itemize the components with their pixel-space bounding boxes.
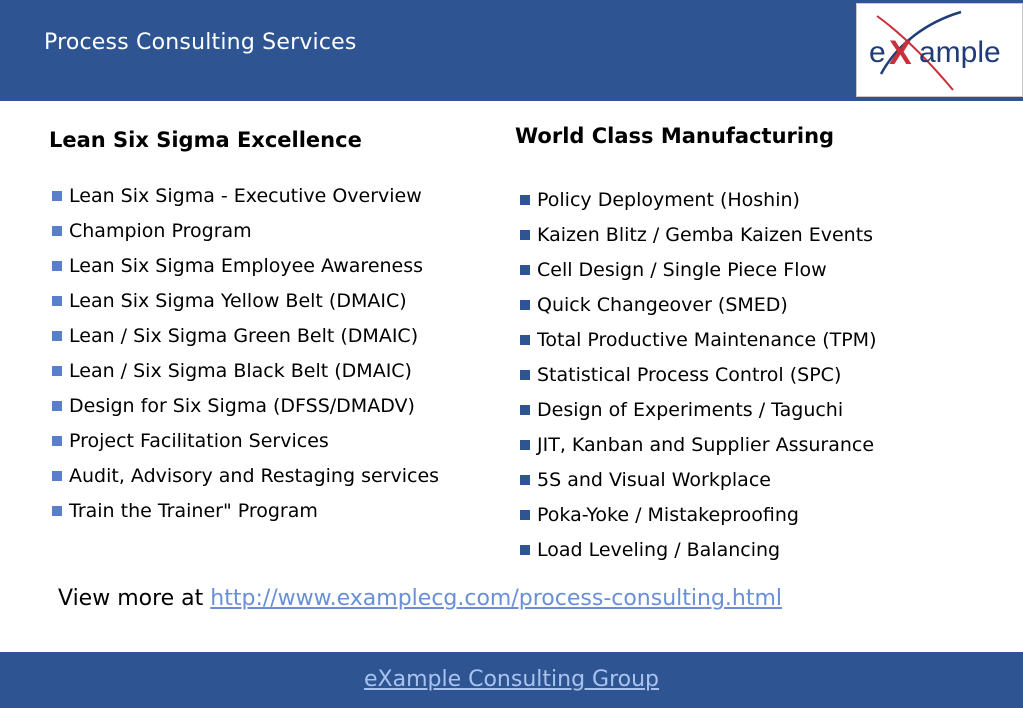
footer-bar (0, 652, 1023, 708)
list-item: Total Productive Maintenance (TPM) (520, 327, 877, 362)
list-item: Lean / Six Sigma Black Belt (DMAIC) (52, 358, 439, 393)
square-bullet-icon (520, 265, 530, 275)
list-item: Audit, Advisory and Restaging services (52, 463, 439, 498)
square-bullet-icon (520, 300, 530, 310)
right-column-heading: World Class Manufacturing (515, 124, 835, 148)
header-bar (0, 0, 1023, 101)
square-bullet-icon (520, 510, 530, 520)
company-name-link[interactable]: eXample Consulting Group (363, 667, 660, 692)
list-item: Policy Deployment (Hoshin) (520, 187, 877, 222)
company-logo (856, 3, 1023, 97)
square-bullet-icon (52, 401, 62, 411)
square-bullet-icon (520, 405, 530, 415)
list-item: 5S and Visual Workplace (520, 467, 877, 502)
list-item: Kaizen Blitz / Gemba Kaizen Events (520, 222, 877, 257)
list-item: Design of Experiments / Taguchi (520, 397, 877, 432)
list-item: Project Facilitation Services (52, 428, 439, 463)
list-item: Quick Changeover (SMED) (520, 292, 877, 327)
process-consulting-link[interactable]: http://www.examplecg.com/process-consulting.html (210, 586, 783, 611)
square-bullet-icon (52, 366, 62, 376)
logo-letter-e: e (869, 36, 886, 69)
list-item: Train the Trainer" Program (52, 498, 439, 533)
page-title: Process Consulting Services (44, 30, 357, 55)
square-bullet-icon (52, 471, 62, 481)
list-item: JIT, Kanban and Supplier Assurance (520, 432, 877, 467)
list-item: Load Leveling / Balancing (520, 537, 877, 572)
square-bullet-icon (520, 370, 530, 380)
view-more-label: View more at (58, 586, 211, 611)
left-column-heading: Lean Six Sigma Excellence (49, 128, 362, 152)
list-item: Lean Six Sigma Yellow Belt (DMAIC) (52, 288, 439, 323)
logo-letter-x: X (889, 34, 912, 72)
square-bullet-icon (520, 440, 530, 450)
right-service-list (520, 187, 877, 572)
list-item: Cell Design / Single Piece Flow (520, 257, 877, 292)
list-item: Champion Program (52, 218, 439, 253)
square-bullet-icon (520, 475, 530, 485)
left-service-list (52, 183, 439, 533)
list-item: Design for Six Sigma (DFSS/DMADV) (52, 393, 439, 428)
square-bullet-icon (52, 506, 62, 516)
view-more-line (58, 586, 782, 611)
square-bullet-icon (52, 226, 62, 236)
square-bullet-icon (520, 545, 530, 555)
square-bullet-icon (520, 195, 530, 205)
logo-text: ample (919, 36, 1001, 69)
square-bullet-icon (520, 230, 530, 240)
square-bullet-icon (52, 331, 62, 341)
list-item: Lean Six Sigma Employee Awareness (52, 253, 439, 288)
square-bullet-icon (52, 436, 62, 446)
list-item: Lean Six Sigma - Executive Overview (52, 183, 439, 218)
list-item: Statistical Process Control (SPC) (520, 362, 877, 397)
square-bullet-icon (52, 296, 62, 306)
square-bullet-icon (520, 335, 530, 345)
list-item: Poka-Yoke / Mistakeproofing (520, 502, 877, 537)
list-item: Lean / Six Sigma Green Belt (DMAIC) (52, 323, 439, 358)
square-bullet-icon (52, 191, 62, 201)
square-bullet-icon (52, 261, 62, 271)
